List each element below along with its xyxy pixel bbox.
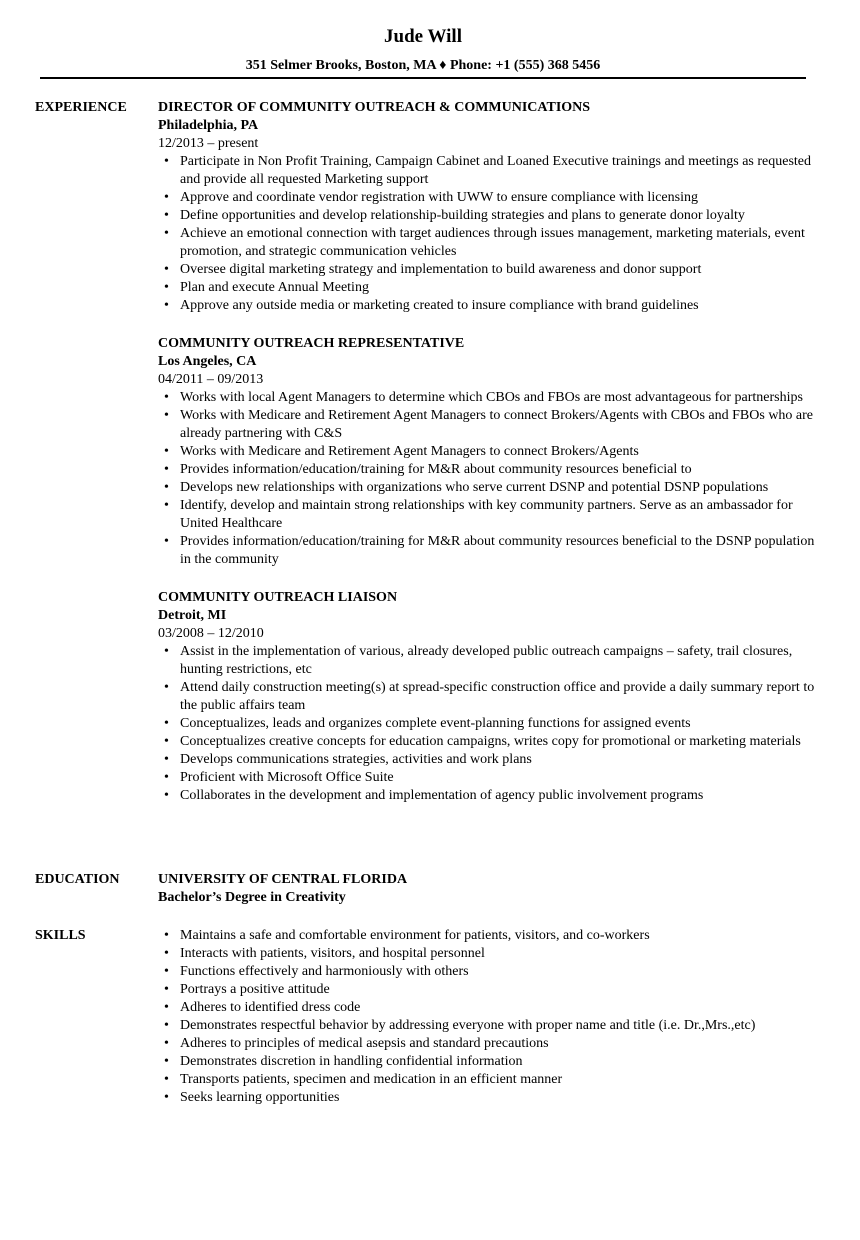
job-entry [158,335,818,569]
job-title: DIRECTOR OF COMMUNITY OUTREACH & COMMUNICATIONS [158,100,591,115]
bullet-text: Conceptualizes creative concepts for education campaigns, writes copy for promotional or marketing materials [180,734,801,749]
bullet-item [158,153,818,189]
skill-item [158,963,818,981]
bullet-item [158,769,818,787]
school-name: UNIVERSITY OF CENTRAL FLORIDA [158,872,408,887]
bullet-text: Works with local Agent Managers to determine which CBOs and FBOs are most advantageous for partnerships [180,390,803,405]
job-dates: 12/2013 – present [158,136,259,151]
bullet-item [158,189,818,207]
bullet-text: Develops communications strategies, activities and work plans [180,752,532,767]
bullet-icon: • [164,716,169,731]
skill-text: Portrays a positive attitude [180,982,330,997]
skill-item [158,1035,818,1053]
bullet-item [158,407,818,443]
bullet-icon: • [164,770,169,785]
skill-text: Demonstrates discretion in handling confidential information [180,1054,523,1069]
bullet-icon: • [164,208,169,223]
bullet-text: Plan and execute Annual Meeting [180,280,369,295]
bullet-text: Approve any outside media or marketing created to insure compliance with brand guidelines [180,298,699,313]
bullet-icon: • [164,644,169,659]
bullet-text: Collaborates in the development and implementation of agency public involvement programs [180,788,704,803]
skill-item [158,945,818,963]
bullet-icon: • [164,444,169,459]
bullet-text: Approve and coordinate vendor registration with UWW to ensure compliance with licensing [180,190,698,205]
job-location: Los Angeles, CA [158,354,257,369]
skill-item [158,927,818,945]
bullet-icon: • [164,946,169,961]
bullet-icon: • [164,190,169,205]
skill-item [158,1053,818,1071]
section-label-experience: EXPERIENCE [35,100,127,115]
job-entry [158,589,818,805]
job-entry [158,99,818,315]
job-dates: 03/2008 – 12/2010 [158,626,264,641]
bullet-text: Achieve an emotional connection with target audiences through issues management, marketing materials, event promotion, and strategic communication vehicles [180,226,805,259]
bullet-icon: • [164,788,169,803]
bullet-item [158,787,818,805]
bullet-item [158,297,818,315]
skills-list [158,927,818,1107]
bullet-icon: • [164,1072,169,1087]
bullet-icon: • [164,298,169,313]
bullet-icon: • [164,390,169,405]
skill-text: Demonstrates respectful behavior by addressing everyone with proper name and title (i.e. Dr.,Mrs.,etc) [180,1018,756,1033]
section-label-skills: SKILLS [35,928,86,943]
bullet-text: Works with Medicare and Retirement Agent Managers to connect Brokers/Agents [180,444,639,459]
skill-text: Functions effectively and harmoniously with others [180,964,469,979]
skill-text: Maintains a safe and comfortable environment for patients, visitors, and co-workers [180,928,650,943]
skill-text: Adheres to principles of medical asepsis and standard precautions [180,1036,549,1051]
bullet-text: Provides information/education/training for M&R about community resources beneficial to [180,462,692,477]
bullet-item [158,533,818,569]
bullet-icon: • [164,226,169,241]
bullet-item [158,389,818,407]
bullet-icon: • [164,462,169,477]
bullet-item [158,261,818,279]
bullet-text: Oversee digital marketing strategy and implementation to build awareness and donor support [180,262,702,277]
header-divider [40,77,806,79]
bullet-text: Identify, develop and maintain strong relationships with key community partners. Serve as an ambassador for United Healthcare [180,498,793,531]
experience-section [35,99,825,805]
bullet-icon: • [164,262,169,277]
bullet-item [158,733,818,751]
job-bullets [158,643,818,805]
job-bullets [158,153,818,315]
skill-item [158,1089,818,1107]
bullet-icon: • [164,280,169,295]
bullet-text: Develops new relationships with organizations who serve current DSNP and potential DSNP populations [180,480,769,495]
bullet-icon: • [164,928,169,943]
job-location: Philadelphia, PA [158,118,259,133]
bullet-text: Participate in Non Profit Training, Campaign Cabinet and Loaned Executive trainings and meetings as requested and provide all requested Marketing support [180,154,812,187]
skill-item [158,981,818,999]
bullet-icon: • [164,1000,169,1015]
skill-text: Interacts with patients, visitors, and hospital personnel [180,946,485,961]
skill-text: Seeks learning opportunities [180,1090,340,1105]
bullet-item [158,225,818,261]
bullet-icon: • [164,964,169,979]
bullet-item [158,497,818,533]
job-title: COMMUNITY OUTREACH LIAISON [158,590,398,605]
bullet-icon: • [164,154,169,169]
skill-item [158,1017,818,1035]
bullet-text: Attend daily construction meeting(s) at spread-specific construction office and provide a daily summary report to the public affairs team [180,680,815,713]
section-label-education: EDUCATION [35,872,120,887]
job-location: Detroit, MI [158,608,227,623]
bullet-item [158,279,818,297]
bullet-icon: • [164,1090,169,1105]
bullet-item [158,479,818,497]
bullet-item [158,443,818,461]
bullet-item [158,751,818,769]
bullet-icon: • [164,1036,169,1051]
bullet-text: Works with Medicare and Retirement Agent Managers to connect Brokers/Agents with CBOs and FBOs who are already partnering with C&S [180,408,814,441]
bullet-item [158,461,818,479]
bullet-text: Conceptualizes, leads and organizes complete event-planning functions for assigned events [180,716,691,731]
resume-header [40,25,806,75]
skills-section [35,927,825,1107]
skill-item [158,999,818,1017]
bullet-icon: • [164,408,169,423]
degree-name: Bachelor’s Degree in Creativity [158,890,346,905]
bullet-item [158,643,818,679]
bullet-icon: • [164,480,169,495]
bullet-item [158,679,818,715]
bullet-icon: • [164,498,169,513]
bullet-item [158,207,818,225]
skill-text: Transports patients, specimen and medication in an efficient manner [180,1072,563,1087]
bullet-icon: • [164,752,169,767]
bullet-icon: • [164,680,169,695]
bullet-icon: • [164,1054,169,1069]
bullet-icon: • [164,982,169,997]
bullet-text: Proficient with Microsoft Office Suite [180,770,394,785]
job-dates: 04/2011 – 09/2013 [158,372,264,387]
bullet-icon: • [164,734,169,749]
bullet-text: Assist in the implementation of various, already developed public outreach campaigns – safety, trail closures, hunting restrictions, etc [180,644,793,677]
bullet-text: Define opportunities and develop relationship-building strategies and plans to generate donor loyalty [180,208,745,223]
education-section [35,871,825,907]
job-title: COMMUNITY OUTREACH REPRESENTATIVE [158,336,465,351]
bullet-icon: • [164,1018,169,1033]
bullet-icon: • [164,534,169,549]
bullet-text: Provides information/education/training for M&R about community resources beneficial to the DSNP population in the community [180,534,815,567]
contact-line: 351 Selmer Brooks, Boston, MA ♦ Phone: +1 (555) 368 5456 [245,58,601,73]
candidate-name: Jude Will [384,26,462,47]
job-bullets [158,389,818,569]
bullet-item [158,715,818,733]
skill-text: Adheres to identified dress code [180,1000,361,1015]
skill-item [158,1071,818,1089]
